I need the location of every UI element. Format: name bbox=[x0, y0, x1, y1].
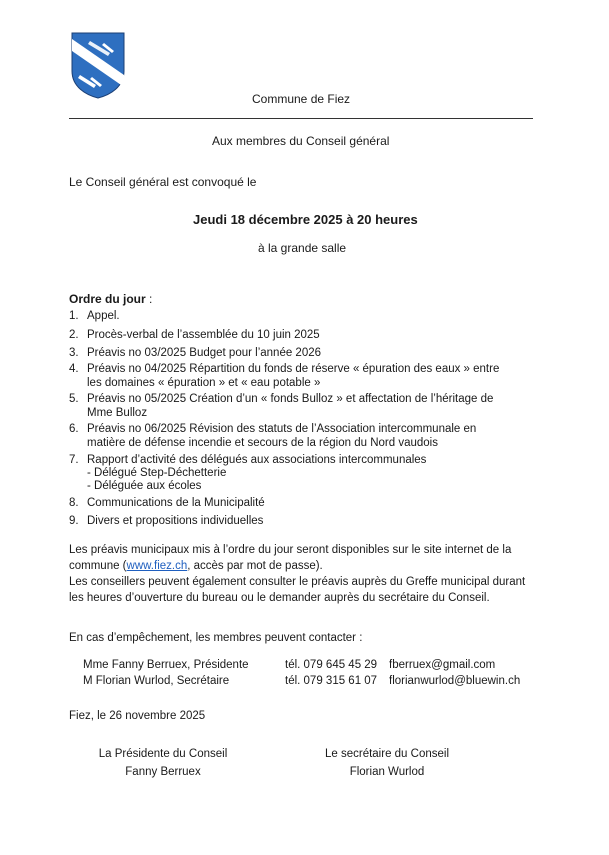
coat-of-arms-logo bbox=[70, 31, 126, 99]
contact-phone: tél. 079 645 45 29 bbox=[285, 659, 378, 671]
contact-name: Mme Fanny Berruex, Présidente bbox=[83, 659, 249, 671]
availability-paragraph: Les préavis municipaux mis à l’ordre du jour seront disponibles sur le site internet de la commune (www.fiez.ch, accès par mot de passe). Les conseillers peuvent également consulter le préavis auprès du Greffe municipal durant les heures d’ouverture du bureau ou le demander auprès du secrétaire du Conseil. bbox=[69, 544, 526, 604]
website-link[interactable]: www.fiez.ch bbox=[126, 560, 188, 572]
recipient-line: Aux membres du Conseil général bbox=[212, 134, 390, 148]
contact-email[interactable]: florianwurlod@bluewin.ch bbox=[389, 675, 521, 687]
signature-president: La Présidente du Conseil Fanny Berruex bbox=[98, 748, 228, 778]
agenda-title: Ordre du jour : bbox=[69, 292, 153, 306]
header-divider bbox=[69, 118, 533, 119]
contact-email[interactable]: fberruex@gmail.com bbox=[389, 659, 496, 671]
contact-phone: tél. 079 315 61 07 bbox=[285, 675, 378, 687]
place-date: Fiez, le 26 novembre 2025 bbox=[69, 710, 206, 722]
document-page: Commune de Fiez Aux membres du Conseil général Le Conseil général est convoqué le Jeudi 18 décembre 2025 à 20 heures à la grande salle Ordre du jour : 1. Appel. 2. Procès-verbal de l’assemblée du 10 juin 2025 3. Préavis no 03/2025 Budget pour l’année 2026 4. Préavis no 04/2025 Répartition du fonds de réserve « épuration des eaux » entre les domaines « épuration » et « eau potable » 5. Préavis no 05/2025 Création d’un « fonds Bulloz » et affectation de l’héritage de Mme Bulloz 6. Préavis no 06/2025 Révision des statuts de l’Association intercommunale en matière de défense incendie et secours de la région du Nord vaudois 7. Rapport d’activité des délégués aux associations intercommunales - Délégué Step-Déchetterie - Déléguée aux écoles 8. Communications de la Municipalité 9. Divers et propositions individuelles Les préavis municipaux mis à l’ordre du jour seront disponibles sur le site internet de la commune (www.fiez.ch, accès par mot de passe). Les conseillers peuvent également consulter le préavis auprès du Greffe municipal durant les heures d’ouverture du bureau ou le demander auprès du secrétaire du Conseil. En cas d’empêchement, les membres peuvent contacter : Mme Fanny Berruex, Présidente tél. 079 645 45 29 fberruex@gmail.com M Florian Wurlod, Secrétaire tél. 079 315 61 07 florianwurlod@bluewin.ch Fiez, le 26 novembre 2025 La Présidente du Conseil Fanny Berruex Le secrétaire du Conseil Florian Wurlod bbox=[0, 0, 609, 855]
commune-name: Commune de Fiez bbox=[252, 92, 351, 106]
meeting-date: Jeudi 18 décembre 2025 à 20 heures bbox=[193, 212, 418, 227]
signature-secretary: Le secrétaire du Conseil Florian Wurlod bbox=[324, 748, 449, 778]
convocation-intro: Le Conseil général est convoqué le bbox=[69, 175, 257, 189]
meeting-place: à la grande salle bbox=[258, 241, 347, 255]
contacts-intro: En cas d’empêchement, les membres peuvent contacter : bbox=[69, 632, 363, 644]
contact-name: M Florian Wurlod, Secrétaire bbox=[83, 675, 230, 687]
